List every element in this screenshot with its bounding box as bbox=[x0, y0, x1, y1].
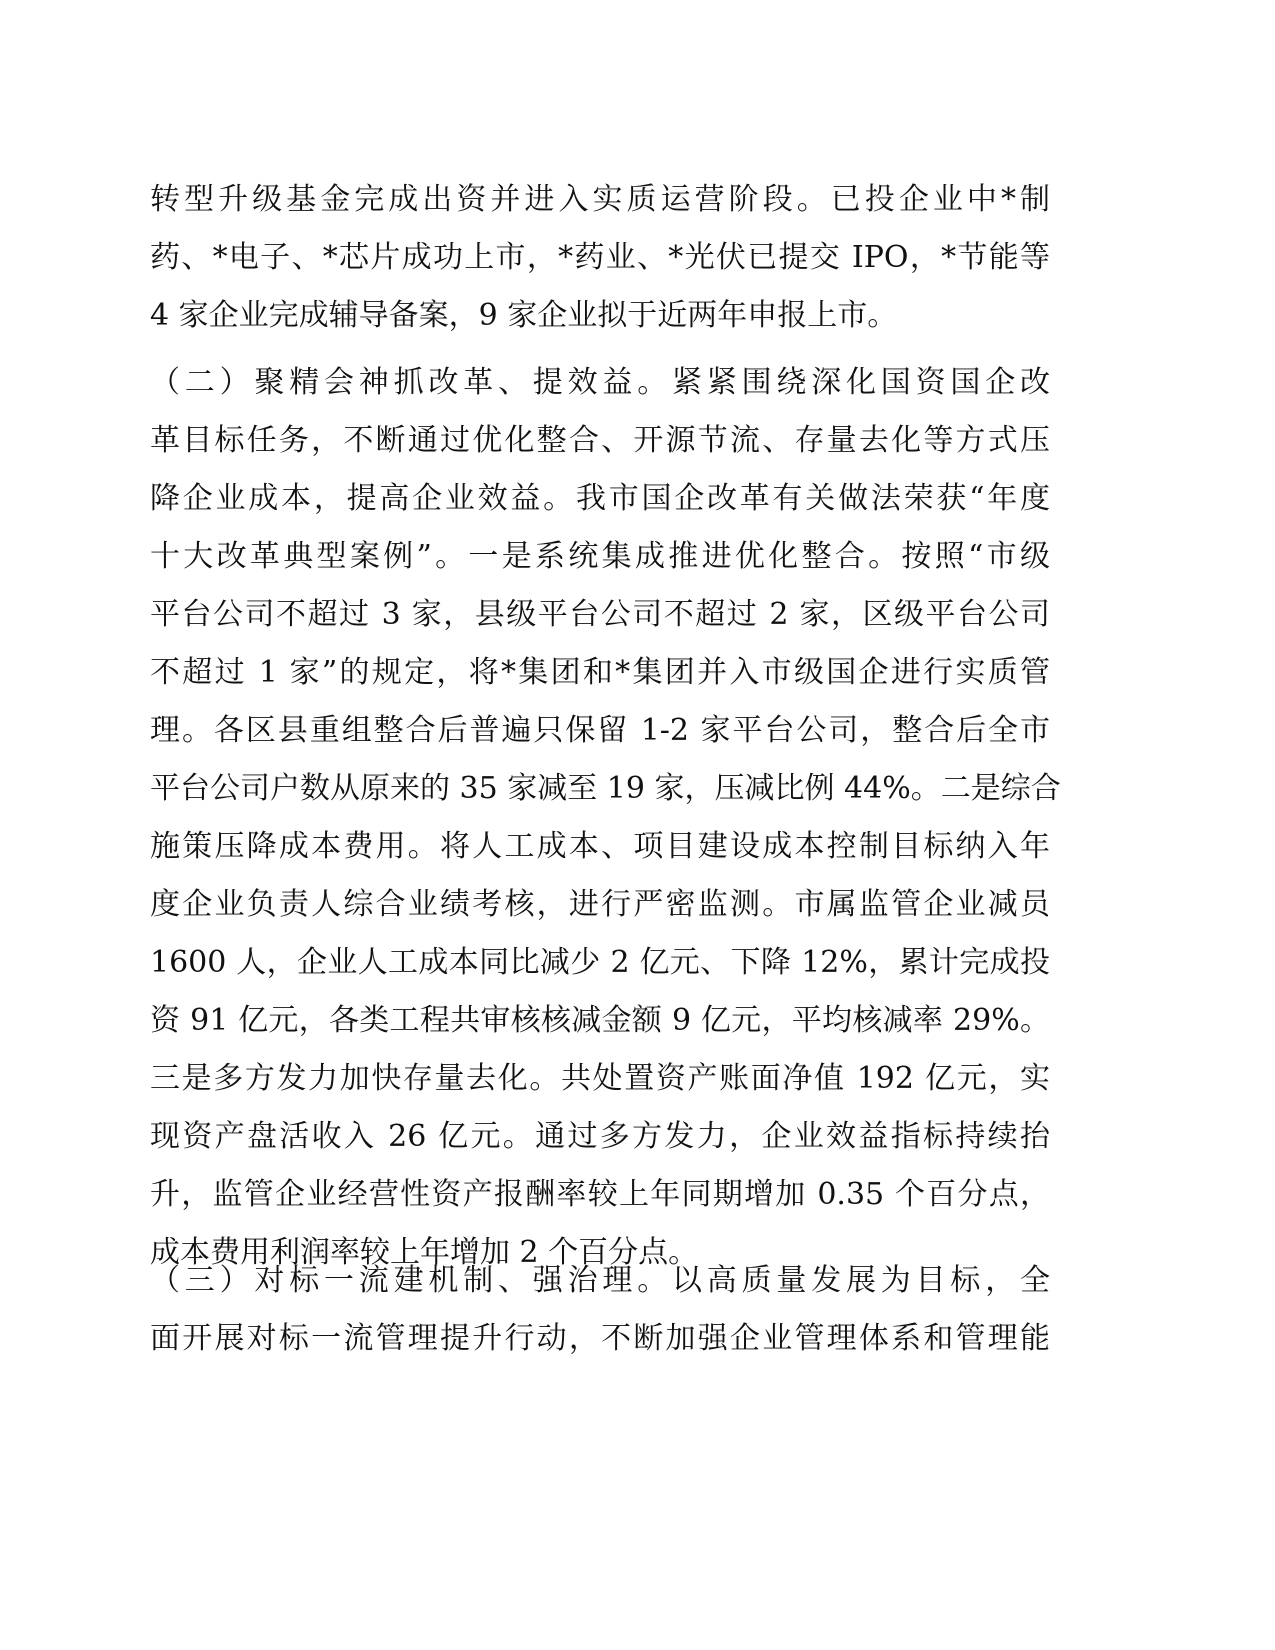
text-line: 不超过 1 家”的规定，将*集团和*集团并入市级国企进行实质管 bbox=[150, 655, 1050, 690]
paragraph-reform-efficiency bbox=[150, 354, 1061, 1282]
text-line: 平台公司不超过 3 家，县级平台公司不超过 2 家，区级平台公司 bbox=[150, 597, 1050, 632]
text-line: 转型升级基金完成出资并进入实质运营阶段。已投企业中*制 bbox=[150, 182, 1050, 217]
text-line: 度企业负责人综合业绩考核，进行严密监测。市属监管企业减员 bbox=[150, 887, 1050, 922]
text-line: （三）对标一流建机制、强治理。以高质量发展为目标，全 bbox=[150, 1263, 1050, 1298]
text-line: 降企业成本，提高企业效益。我市国企改革有关做法荣获“年度 bbox=[150, 481, 1050, 516]
text-line: 三是多方发力加快存量去化。共处置资产账面净值 192 亿元，实 bbox=[150, 1061, 1050, 1096]
text-line: 升，监管企业经营性资产报酬率较上年同期增加 0.35 个百分点， bbox=[150, 1177, 1050, 1212]
text-line: 现资产盘活收入 26 亿元。通过多方发力，企业效益指标持续抬 bbox=[150, 1119, 1050, 1154]
paragraph-investment-listing bbox=[150, 171, 1050, 345]
paragraph-governance bbox=[150, 1252, 1050, 1368]
text-line: 革目标任务，不断通过优化整合、开源节流、存量去化等方式压 bbox=[150, 423, 1050, 458]
text-line: 资 91 亿元，各类工程共审核核减金额 9 亿元，平均核减率 29%。 bbox=[150, 1003, 1050, 1038]
text-line: 药、*电子、*芯片成功上市，*药业、*光伏已提交 IPO，*节能等 bbox=[150, 240, 1050, 275]
text-line: 成本费用利润率较上年增加 2 个百分点。 bbox=[150, 1235, 699, 1270]
text-line: 十大改革典型案例”。一是系统集成推进优化整合。按照“市级 bbox=[150, 539, 1050, 574]
text-line: 施策压降成本费用。将人工成本、项目建设成本控制目标纳入年 bbox=[150, 829, 1050, 864]
text-line: 1600 人，企业人工成本同比减少 2 亿元、下降 12%，累计完成投 bbox=[150, 945, 1050, 980]
text-line: 平台公司户数从原来的 35 家减至 19 家，压减比例 44%。二是综合 bbox=[150, 771, 1061, 806]
text-line: 面开展对标一流管理提升行动，不断加强企业管理体系和管理能 bbox=[150, 1321, 1050, 1356]
text-line: 4 家企业完成辅导备案，9 家企业拟于近两年申报上市。 bbox=[150, 298, 898, 333]
text-line: （二）聚精会神抓改革、提效益。紧紧围绕深化国资国企改 bbox=[150, 365, 1050, 400]
text-line: 理。各区县重组整合后普遍只保留 1-2 家平台公司，整合后全市 bbox=[150, 713, 1050, 748]
